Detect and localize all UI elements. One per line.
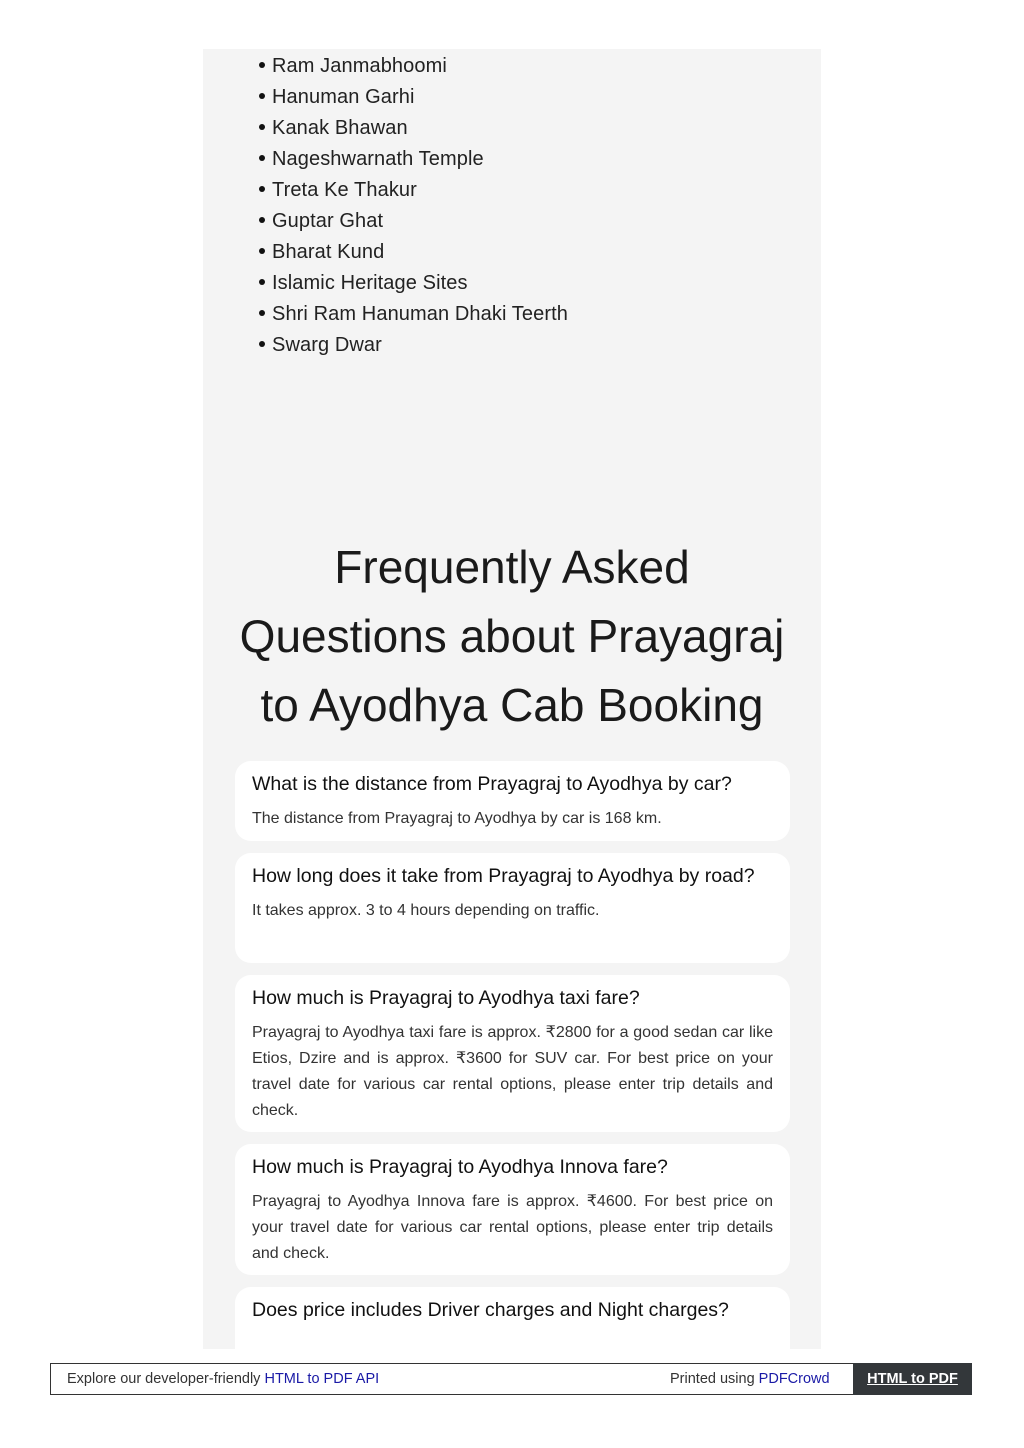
place-name: Guptar Ghat xyxy=(272,210,384,232)
place-name: Hanuman Garhi xyxy=(272,86,415,108)
faq-question[interactable]: What is the distance from Prayagraj to Ayodhya by car? xyxy=(252,773,732,795)
place-name: Swarg Dwar xyxy=(272,334,382,356)
faq-heading-line: Questions about Prayagraj xyxy=(239,610,785,662)
place-name: Ram Janmabhoomi xyxy=(272,55,447,77)
bullet-icon xyxy=(259,279,265,285)
faq-question[interactable]: Does price includes Driver charges and Night charges? xyxy=(252,1299,729,1321)
faq-item[interactable] xyxy=(235,761,790,841)
place-name: Kanak Bhawan xyxy=(272,117,408,139)
list-item xyxy=(259,268,568,299)
faq-heading-line: Frequently Asked xyxy=(334,541,690,593)
faq-answer: Prayagraj to Ayodhya Innova fare is approx. ₹4600. For best price on your travel date for various car rental options, please enter trip details and check. xyxy=(252,1193,773,1262)
list-item xyxy=(259,330,568,361)
footer-explore-text: Explore our developer-friendly xyxy=(67,1371,261,1387)
list-item xyxy=(259,51,568,82)
bullet-icon xyxy=(259,124,265,130)
faq-list xyxy=(235,761,790,1379)
list-item xyxy=(259,144,568,175)
faq-heading xyxy=(223,533,801,740)
faq-item[interactable] xyxy=(235,1144,790,1275)
pdfcrowd-link[interactable]: PDFCrowd xyxy=(758,1371,830,1387)
place-name: Treta Ke Thakur xyxy=(272,179,417,201)
bullet-icon xyxy=(259,186,265,192)
faq-answer: The distance from Prayagraj to Ayodhya by car is 168 km. xyxy=(252,810,662,827)
footer-printed xyxy=(670,1364,830,1394)
place-name: Nageshwarnath Temple xyxy=(272,148,484,170)
place-name: Shri Ram Hanuman Dhaki Teerth xyxy=(272,303,568,325)
faq-question[interactable]: How long does it take from Prayagraj to Ayodhya by road? xyxy=(252,865,755,887)
list-item xyxy=(259,175,568,206)
faq-heading-line: to Ayodhya Cab Booking xyxy=(260,679,764,731)
footer-printed-text: Printed using xyxy=(670,1371,755,1387)
faq-item[interactable] xyxy=(235,975,790,1132)
faq-item[interactable] xyxy=(235,853,790,963)
bullet-icon xyxy=(259,310,265,316)
content-panel xyxy=(203,49,821,1349)
bullet-icon xyxy=(259,217,265,223)
faq-question[interactable]: How much is Prayagraj to Ayodhya Innova fare? xyxy=(252,1156,668,1178)
place-name: Islamic Heritage Sites xyxy=(272,272,468,294)
list-item xyxy=(259,82,568,113)
pdf-footer-bar xyxy=(50,1363,972,1395)
bullet-icon xyxy=(259,248,265,254)
list-item xyxy=(259,113,568,144)
list-item xyxy=(259,299,568,330)
bullet-icon xyxy=(259,62,265,68)
faq-item[interactable] xyxy=(235,1287,790,1367)
faq-question[interactable]: How much is Prayagraj to Ayodhya taxi fare? xyxy=(252,987,640,1009)
bullet-icon xyxy=(259,93,265,99)
footer-explore xyxy=(67,1364,379,1394)
bullet-icon xyxy=(259,155,265,161)
list-item xyxy=(259,206,568,237)
bullet-icon xyxy=(259,341,265,347)
place-name: Bharat Kund xyxy=(272,241,385,263)
faq-answer: Prayagraj to Ayodhya taxi fare is approx. ₹2800 for a good sedan car like Etios, Dzire and is approx. ₹3600 for SUV car. For best price on your travel date for various car rental options, please enter trip details and check. xyxy=(252,1024,773,1119)
list-item xyxy=(259,237,568,268)
faq-answer: It takes approx. 3 to 4 hours depending on traffic. xyxy=(252,902,600,919)
places-list xyxy=(259,51,568,361)
html-to-pdf-api-link[interactable]: HTML to PDF API xyxy=(264,1371,380,1387)
html-to-pdf-button[interactable]: HTML to PDF xyxy=(853,1363,972,1395)
